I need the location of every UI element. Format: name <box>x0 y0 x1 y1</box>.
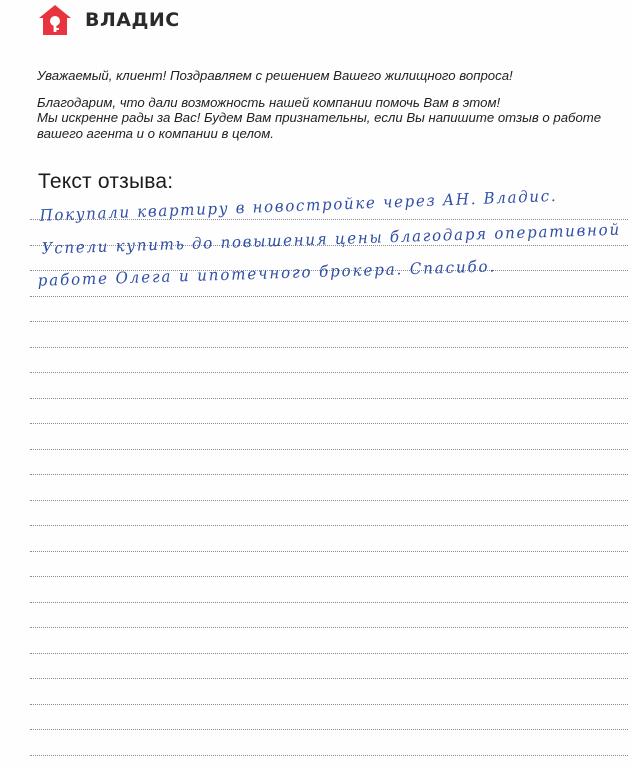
handwritten-line: Покупали квартиру в новостройке через АН. Владис. <box>39 186 558 225</box>
request-line: Мы искренне рады за Вас! Будем Вам признательны, если Вы напишите отзыв о работе <box>37 110 602 125</box>
request-line-cont: вашего агента и о компании в целом. <box>37 125 274 141</box>
brand-name: ВЛАДИС <box>85 9 180 31</box>
handwritten-line: работе Олега и ипотечного брокера. Спасибо. <box>37 256 497 290</box>
review-heading: Текст отзыва: <box>38 170 174 193</box>
greeting-line: Уважаемый, клиент! Поздравляем с решением Вашего жилищного вопроса! <box>37 68 513 83</box>
handwritten-line: Успели купить до повышения цены благодаря оперативной <box>41 219 622 258</box>
thanks-line: Благодарим, что дали возможность нашей компании помочь Вам в этом! <box>37 94 501 110</box>
